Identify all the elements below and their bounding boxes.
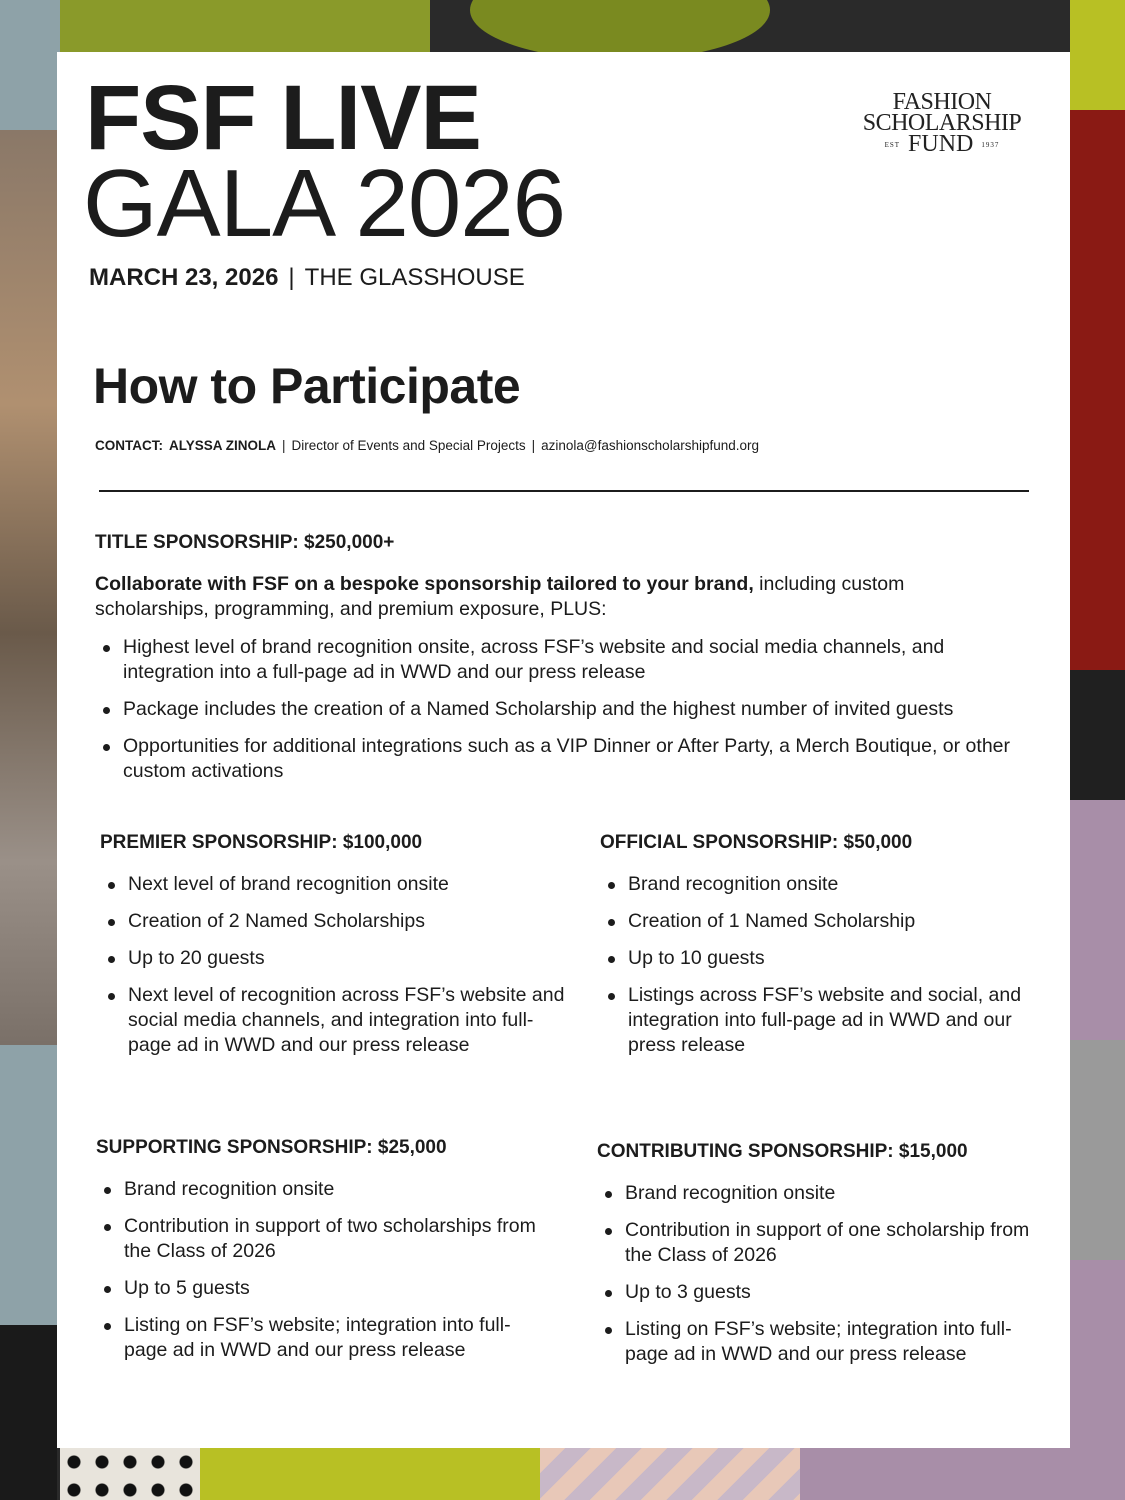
contact-label: CONTACT: (95, 438, 163, 453)
list-item: Up to 10 guests (600, 946, 1050, 971)
section-title: How to Participate (93, 358, 521, 414)
list-item: Contribution in support of one scholarship from the Class of 2026 (597, 1218, 1047, 1268)
list-item: Package includes the creation of a Named Scholarship and the highest number of invited guests (95, 697, 1035, 722)
premier-tier-bullets (100, 872, 570, 1070)
supporting-tier-amount: $25,000 (377, 1137, 447, 1158)
bg-dark-left (0, 1325, 57, 1500)
contact-name: ALYSSA ZINOLA (169, 438, 277, 453)
bg-photo-right (1070, 1040, 1125, 1260)
bg-olive-blob (470, 0, 770, 60)
contact-email[interactable]: azinola@fashionscholarshipfund.org (541, 438, 759, 453)
bg-lavender-right (1070, 800, 1125, 1040)
supporting-tier-bullets (96, 1177, 546, 1375)
event-title-line2: GALA 2026 (83, 150, 566, 257)
title-tier-bullets (95, 635, 1035, 796)
contact-separator-1: | (282, 438, 286, 453)
list-item: Next level of recognition across FSF’s website and social media channels, and integration into full-page ad in WWD and our press release (100, 983, 570, 1058)
bg-stripes-bottom (540, 1448, 800, 1500)
supporting-tier-label: SUPPORTING SPONSORSHIP: (96, 1137, 373, 1158)
bg-lavender-bottom-right (1070, 1260, 1125, 1500)
contact-line (95, 438, 759, 453)
bg-yellow-right (1070, 0, 1125, 120)
title-tier-intro-bold: Collaborate with FSF on a bespoke sponsorship tailored to your brand, (95, 573, 754, 595)
list-item: Listing on FSF’s website; integration into full-page ad in WWD and our press release (597, 1317, 1047, 1367)
sponsorship-card (57, 52, 1070, 1448)
logo-line3: FUND (908, 131, 974, 158)
title-tier-heading (95, 532, 394, 554)
bg-slate-left (0, 1045, 57, 1325)
bg-dark-right (1070, 670, 1125, 800)
official-tier-amount: $50,000 (843, 832, 913, 853)
list-item: Opportunities for additional integrations such as a VIP Dinner or After Party, a Merch Boutique, or other custom activations (95, 734, 1035, 784)
event-separator: | (288, 264, 295, 291)
logo-est: EST (884, 140, 901, 149)
premier-tier-amount: $100,000 (342, 832, 423, 853)
list-item: Brand recognition onsite (597, 1181, 1047, 1206)
logo-line3-row (847, 131, 1037, 158)
premier-tier-label: PREMIER SPONSORSHIP: (100, 832, 338, 853)
title-tier-intro-rest: including custom scholarships, programming, and premium exposure, PLUS: (95, 573, 905, 620)
bg-dots-bottom (60, 1448, 200, 1500)
logo-year: 1937 (981, 140, 1000, 149)
official-tier-bullets (600, 872, 1050, 1070)
list-item: Contribution in support of two scholarships from the Class of 2026 (96, 1214, 546, 1264)
list-item: Up to 3 guests (597, 1280, 1047, 1305)
logo-line2: SCHOLARSHIP (862, 110, 1022, 137)
bg-red-right (1070, 110, 1125, 670)
contributing-tier-label: CONTRIBUTING SPONSORSHIP: (597, 1141, 894, 1162)
event-date-venue (89, 264, 525, 292)
official-tier-heading (600, 832, 912, 854)
event-date: MARCH 23, 2026 (89, 264, 279, 291)
event-title-line1: FSF LIVE (85, 67, 481, 169)
supporting-tier-heading (96, 1137, 447, 1159)
list-item: Listings across FSF’s website and social, and integration into full-page ad in WWD and our press release (600, 983, 1050, 1058)
event-venue: THE GLASSHOUSE (304, 264, 525, 291)
title-tier-intro (95, 572, 995, 622)
list-item: Highest level of brand recognition onsite, across FSF’s website and social media channels, and integration into a full-page ad in WWD and our press release (95, 635, 1035, 685)
list-item: Up to 20 guests (100, 946, 570, 971)
contact-role: Director of Events and Special Projects (291, 438, 526, 453)
list-item: Brand recognition onsite (96, 1177, 546, 1202)
logo-line1: FASHION (892, 89, 992, 115)
divider-rule (99, 490, 1029, 492)
list-item: Creation of 2 Named Scholarships (100, 909, 570, 934)
title-tier-amount: $250,000+ (304, 532, 395, 553)
list-item: Next level of brand recognition onsite (100, 872, 570, 897)
official-tier-label: OFFICIAL SPONSORSHIP: (600, 832, 839, 853)
contributing-tier-bullets (597, 1181, 1047, 1379)
bg-photo-left (0, 130, 57, 1045)
contributing-tier-amount: $15,000 (898, 1141, 968, 1162)
bg-lavender-bottom (800, 1448, 1070, 1500)
list-item: Brand recognition onsite (600, 872, 1050, 897)
bg-yellow-bottom (200, 1448, 540, 1500)
contributing-tier-heading (597, 1141, 968, 1163)
bg-slate-top (0, 0, 60, 130)
list-item: Creation of 1 Named Scholarship (600, 909, 1050, 934)
contact-separator-2: | (531, 438, 536, 453)
list-item: Up to 5 guests (96, 1276, 546, 1301)
title-tier-label: TITLE SPONSORSHIP: (95, 532, 299, 553)
fsf-logo (847, 89, 1037, 158)
list-item: Listing on FSF’s website; integration into full-page ad in WWD and our press release (96, 1313, 546, 1363)
premier-tier-heading (100, 832, 422, 854)
